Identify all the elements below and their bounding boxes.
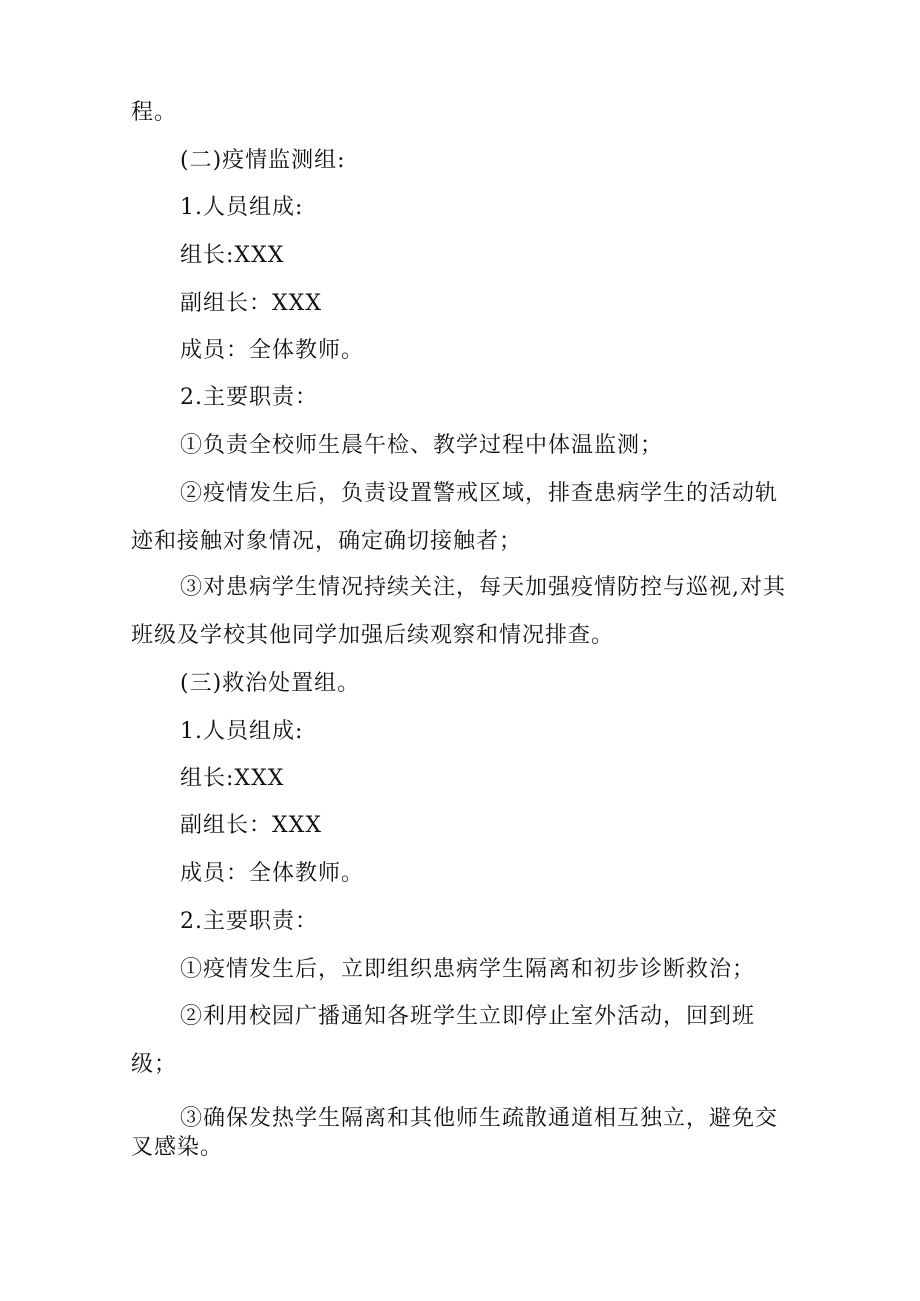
text-line: 级； — [131, 1052, 178, 1077]
text-line: ①疫情发生后，立即组织患病学生隔离和初步诊断救治； — [180, 957, 756, 982]
text-line: 叉感染。 — [131, 1135, 224, 1160]
text-line: ①负责全校师生晨午检、教学过程中体温监测； — [180, 433, 664, 458]
text-line: 程。 — [131, 100, 178, 125]
text-line: 迹和接触对象情况，确定确切接触者； — [131, 529, 523, 554]
text-line: 成员：全体教师。 — [180, 338, 365, 363]
text-line: 1.人员组成: — [180, 195, 304, 220]
text-line: 1.人员组成: — [180, 719, 304, 744]
text-line: 2.主要职责： — [180, 385, 318, 410]
text-line: ③确保发热学生隔离和其他师生疏散通道相互独立，避免交 — [180, 1106, 779, 1131]
section-heading-treatment-disposal: (三)救治处置组。 — [180, 671, 361, 696]
text-line: ②利用校园广播通知各班学生立即停止室外活动，回到班 — [180, 1004, 756, 1029]
text-line: ②疫情发生后，负责设置警戒区域，排查患病学生的活动轨 — [180, 481, 779, 506]
text-line: 副组长：XXX — [180, 813, 322, 838]
text-line: ③对患病学生情况持续关注，每天加强疫情防控与巡视,对其 — [180, 575, 786, 600]
text-line: 组长:XXX — [180, 243, 285, 268]
text-line: 副组长：XXX — [180, 291, 322, 316]
section-heading-epidemic-monitoring: (二)疫情监测组: — [180, 148, 346, 173]
text-line: 2.主要职责： — [180, 909, 318, 934]
text-line: 组长:XXX — [180, 766, 285, 791]
text-line: 成员：全体教师。 — [180, 861, 365, 886]
text-line: 班级及学校其他同学加强后续观察和情况排查。 — [131, 623, 615, 648]
